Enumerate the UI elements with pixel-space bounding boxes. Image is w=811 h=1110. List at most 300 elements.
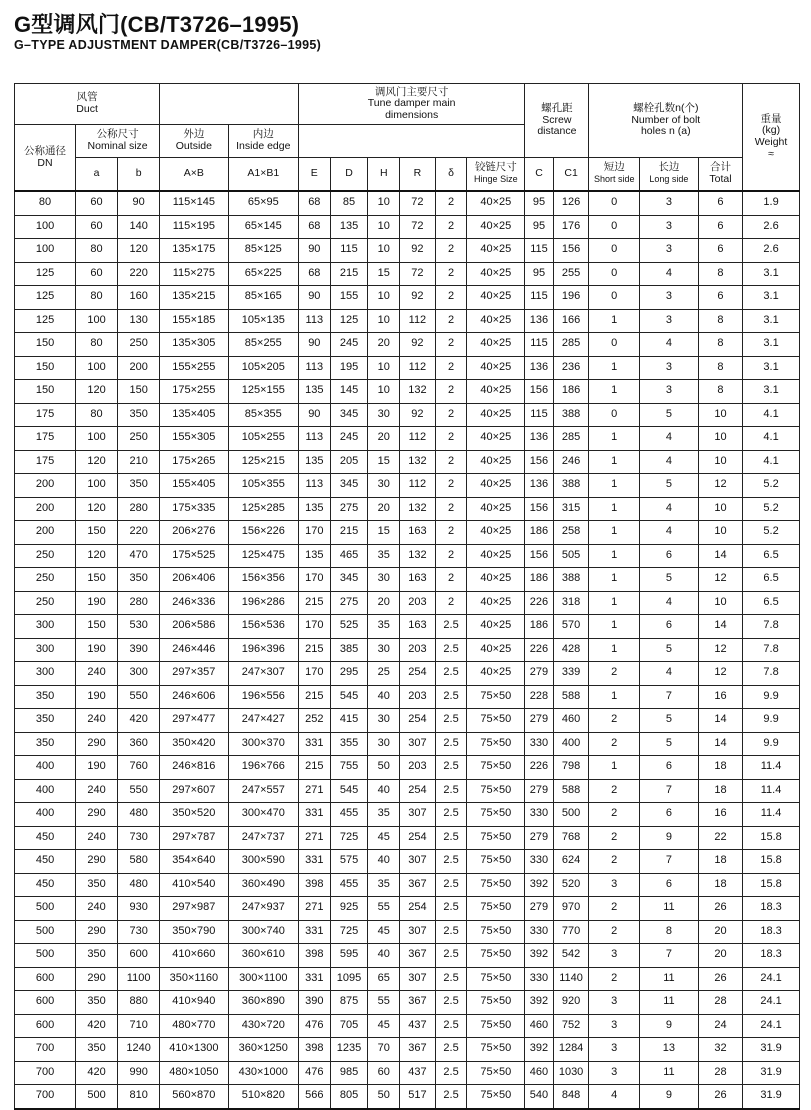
cell-b: 350 — [118, 403, 160, 427]
cell-short: 0 — [589, 333, 640, 357]
cell-r: 254 — [400, 897, 436, 921]
cell-d: 1095 — [330, 967, 368, 991]
cell-c: 279 — [525, 897, 553, 921]
cell-outside: 297×357 — [160, 662, 228, 686]
cell-a: 80 — [76, 403, 118, 427]
cell-c1: 196 — [553, 286, 589, 310]
cell-a: 290 — [76, 920, 118, 944]
cell-weight: 3.1 — [743, 333, 800, 357]
cell-a: 60 — [76, 215, 118, 239]
cell-short: 0 — [589, 262, 640, 286]
cell-dn: 175 — [15, 427, 76, 451]
cell-dn: 200 — [15, 497, 76, 521]
cell-h: 70 — [368, 1038, 400, 1062]
cell-hinge: 75×50 — [467, 850, 525, 874]
cell-long: 3 — [639, 309, 698, 333]
cell-c1: 400 — [553, 732, 589, 756]
cell-short: 2 — [589, 779, 640, 803]
cell-long: 8 — [639, 920, 698, 944]
cell-d: 725 — [330, 826, 368, 850]
cell-long: 11 — [639, 967, 698, 991]
cell-long: 6 — [639, 615, 698, 639]
cell-long: 5 — [639, 568, 698, 592]
header-dn: 公称通径 DN — [15, 125, 76, 192]
cell-inside: 105×355 — [228, 474, 298, 498]
cell-hinge: 40×25 — [467, 356, 525, 380]
cell-c: 330 — [525, 803, 553, 827]
cell-hinge: 40×25 — [467, 286, 525, 310]
cell-c1: 500 — [553, 803, 589, 827]
cell-delta: 2 — [435, 568, 467, 592]
cell-e: 113 — [299, 474, 331, 498]
cell-r: 92 — [400, 403, 436, 427]
cell-d: 525 — [330, 615, 368, 639]
cell-delta: 2.5 — [435, 756, 467, 780]
cell-weight: 5.2 — [743, 474, 800, 498]
cell-d: 115 — [330, 239, 368, 263]
cell-hinge: 75×50 — [467, 803, 525, 827]
cell-c1: 542 — [553, 944, 589, 968]
cell-hinge: 40×25 — [467, 262, 525, 286]
cell-r: 254 — [400, 826, 436, 850]
cell-h: 10 — [368, 309, 400, 333]
cell-inside: 65×95 — [228, 191, 298, 215]
cell-a: 350 — [76, 991, 118, 1015]
cell-inside: 430×1000 — [228, 1061, 298, 1085]
cell-dn: 100 — [15, 239, 76, 263]
cell-outside: 135×215 — [160, 286, 228, 310]
cell-r: 132 — [400, 450, 436, 474]
cell-delta: 2.5 — [435, 615, 467, 639]
cell-outside: 155×305 — [160, 427, 228, 451]
cell-long: 7 — [639, 779, 698, 803]
cell-d: 355 — [330, 732, 368, 756]
cell-long: 3 — [639, 191, 698, 215]
cell-dn: 500 — [15, 944, 76, 968]
cell-e: 566 — [299, 1085, 331, 1109]
cell-inside: 430×720 — [228, 1014, 298, 1038]
cell-weight: 11.4 — [743, 779, 800, 803]
cell-b: 120 — [118, 239, 160, 263]
cell-a: 240 — [76, 662, 118, 686]
cell-weight: 6.5 — [743, 591, 800, 615]
cell-long: 7 — [639, 685, 698, 709]
cell-weight: 4.1 — [743, 450, 800, 474]
cell-c1: 246 — [553, 450, 589, 474]
cell-c: 115 — [525, 286, 553, 310]
cell-a: 100 — [76, 427, 118, 451]
cell-total: 14 — [698, 709, 742, 733]
cell-outside: 155×185 — [160, 309, 228, 333]
cell-long: 9 — [639, 1014, 698, 1038]
cell-delta: 2.5 — [435, 732, 467, 756]
cell-c: 95 — [525, 215, 553, 239]
header-inside: 内边 Inside edge — [228, 125, 298, 158]
cell-dn: 400 — [15, 803, 76, 827]
cell-inside: 85×165 — [228, 286, 298, 310]
cell-delta: 2 — [435, 191, 467, 215]
cell-dn: 100 — [15, 215, 76, 239]
header-nominal-size: 公称尺寸 Nominal size — [76, 125, 160, 158]
cell-a: 190 — [76, 756, 118, 780]
cell-total: 16 — [698, 685, 742, 709]
cell-inside: 125×285 — [228, 497, 298, 521]
cell-total: 6 — [698, 286, 742, 310]
cell-b: 1100 — [118, 967, 160, 991]
cell-dn: 600 — [15, 1014, 76, 1038]
cell-b: 160 — [118, 286, 160, 310]
cell-b: 810 — [118, 1085, 160, 1109]
cell-c: 186 — [525, 615, 553, 639]
cell-dn: 175 — [15, 403, 76, 427]
cell-weight: 31.9 — [743, 1038, 800, 1062]
cell-dn: 700 — [15, 1038, 76, 1062]
cell-a: 420 — [76, 1014, 118, 1038]
cell-b: 730 — [118, 920, 160, 944]
cell-outside: 350×1160 — [160, 967, 228, 991]
cell-total: 24 — [698, 1014, 742, 1038]
cell-dn: 150 — [15, 333, 76, 357]
cell-r: 92 — [400, 239, 436, 263]
cell-r: 203 — [400, 756, 436, 780]
cell-b: 550 — [118, 779, 160, 803]
cell-weight: 18.3 — [743, 897, 800, 921]
cell-short: 3 — [589, 1038, 640, 1062]
cell-e: 390 — [299, 991, 331, 1015]
cell-weight: 4.1 — [743, 403, 800, 427]
cell-outside: 354×640 — [160, 850, 228, 874]
cell-total: 10 — [698, 427, 742, 451]
cell-b: 140 — [118, 215, 160, 239]
cell-inside: 85×255 — [228, 333, 298, 357]
cell-e: 215 — [299, 685, 331, 709]
cell-e: 215 — [299, 756, 331, 780]
cell-weight: 31.9 — [743, 1061, 800, 1085]
cell-hinge: 40×25 — [467, 591, 525, 615]
cell-inside: 360×610 — [228, 944, 298, 968]
cell-d: 805 — [330, 1085, 368, 1109]
cell-long: 5 — [639, 732, 698, 756]
cell-h: 30 — [368, 732, 400, 756]
cell-b: 550 — [118, 685, 160, 709]
cell-hinge: 40×25 — [467, 638, 525, 662]
cell-dn: 250 — [15, 568, 76, 592]
cell-weight: 9.9 — [743, 709, 800, 733]
cell-short: 3 — [589, 1061, 640, 1085]
cell-short: 1 — [589, 427, 640, 451]
cell-hinge: 40×25 — [467, 497, 525, 521]
cell-dn: 250 — [15, 544, 76, 568]
table-row — [15, 333, 800, 357]
cell-long: 11 — [639, 1061, 698, 1085]
cell-total: 10 — [698, 591, 742, 615]
cell-weight: 31.9 — [743, 1085, 800, 1109]
cell-c: 279 — [525, 779, 553, 803]
cell-a: 240 — [76, 709, 118, 733]
cell-r: 254 — [400, 662, 436, 686]
header-b: b — [118, 158, 160, 192]
cell-outside: 246×816 — [160, 756, 228, 780]
cell-b: 350 — [118, 568, 160, 592]
cell-short: 2 — [589, 732, 640, 756]
table-row — [15, 309, 800, 333]
cell-e: 170 — [299, 568, 331, 592]
table-row — [15, 850, 800, 874]
cell-short: 1 — [589, 380, 640, 404]
cell-short: 2 — [589, 826, 640, 850]
cell-total: 26 — [698, 1085, 742, 1109]
cell-short: 1 — [589, 591, 640, 615]
cell-c: 156 — [525, 497, 553, 521]
cell-inside: 247×557 — [228, 779, 298, 803]
cell-e: 135 — [299, 497, 331, 521]
cell-short: 1 — [589, 450, 640, 474]
cell-weight: 3.1 — [743, 286, 800, 310]
cell-a: 350 — [76, 944, 118, 968]
cell-inside: 156×226 — [228, 521, 298, 545]
cell-d: 575 — [330, 850, 368, 874]
cell-delta: 2 — [435, 591, 467, 615]
cell-c1: 186 — [553, 380, 589, 404]
cell-c: 392 — [525, 1038, 553, 1062]
cell-c1: 388 — [553, 403, 589, 427]
cell-dn: 600 — [15, 991, 76, 1015]
table-row — [15, 427, 800, 451]
cell-delta: 2.5 — [435, 920, 467, 944]
cell-r: 517 — [400, 1085, 436, 1109]
cell-long: 3 — [639, 380, 698, 404]
cell-outside: 175×525 — [160, 544, 228, 568]
cell-long: 11 — [639, 897, 698, 921]
cell-d: 275 — [330, 591, 368, 615]
cell-a: 100 — [76, 474, 118, 498]
cell-a: 190 — [76, 685, 118, 709]
cell-a: 150 — [76, 615, 118, 639]
cell-weight: 24.1 — [743, 1014, 800, 1038]
cell-total: 8 — [698, 262, 742, 286]
cell-c: 115 — [525, 333, 553, 357]
cell-hinge: 75×50 — [467, 709, 525, 733]
cell-c1: 285 — [553, 427, 589, 451]
cell-b: 130 — [118, 309, 160, 333]
cell-e: 170 — [299, 662, 331, 686]
cell-r: 367 — [400, 944, 436, 968]
cell-r: 72 — [400, 215, 436, 239]
cell-h: 30 — [368, 568, 400, 592]
cell-inside: 247×427 — [228, 709, 298, 733]
cell-a: 100 — [76, 356, 118, 380]
cell-long: 11 — [639, 991, 698, 1015]
cell-d: 345 — [330, 403, 368, 427]
cell-hinge: 75×50 — [467, 732, 525, 756]
cell-outside: 206×276 — [160, 521, 228, 545]
cell-hinge: 40×25 — [467, 450, 525, 474]
cell-long: 3 — [639, 215, 698, 239]
cell-r: 112 — [400, 427, 436, 451]
cell-h: 55 — [368, 897, 400, 921]
cell-delta: 2.5 — [435, 779, 467, 803]
cell-a: 80 — [76, 286, 118, 310]
cell-e: 331 — [299, 920, 331, 944]
cell-c: 156 — [525, 544, 553, 568]
cell-dn: 150 — [15, 356, 76, 380]
cell-a: 420 — [76, 1061, 118, 1085]
cell-dn: 125 — [15, 262, 76, 286]
cell-c1: 848 — [553, 1085, 589, 1109]
cell-outside: 135×305 — [160, 333, 228, 357]
cell-r: 437 — [400, 1061, 436, 1085]
cell-delta: 2.5 — [435, 1014, 467, 1038]
table-row — [15, 615, 800, 639]
cell-r: 254 — [400, 709, 436, 733]
cell-weight: 15.8 — [743, 873, 800, 897]
cell-h: 10 — [368, 239, 400, 263]
cell-delta: 2 — [435, 239, 467, 263]
cell-hinge: 75×50 — [467, 920, 525, 944]
cell-outside: 350×420 — [160, 732, 228, 756]
cell-c1: 1030 — [553, 1061, 589, 1085]
cell-a: 240 — [76, 826, 118, 850]
cell-inside: 196×556 — [228, 685, 298, 709]
cell-c: 330 — [525, 732, 553, 756]
cell-r: 92 — [400, 333, 436, 357]
cell-short: 0 — [589, 191, 640, 215]
cell-dn: 450 — [15, 826, 76, 850]
cell-r: 203 — [400, 685, 436, 709]
cell-total: 18 — [698, 873, 742, 897]
header-A1xB1: A1×B1 — [228, 158, 298, 192]
cell-c1: 588 — [553, 685, 589, 709]
cell-e: 90 — [299, 239, 331, 263]
cell-c1: 315 — [553, 497, 589, 521]
cell-inside: 85×125 — [228, 239, 298, 263]
cell-total: 18 — [698, 850, 742, 874]
cell-outside: 246×606 — [160, 685, 228, 709]
cell-e: 476 — [299, 1014, 331, 1038]
cell-d: 705 — [330, 1014, 368, 1038]
cell-d: 155 — [330, 286, 368, 310]
cell-weight: 18.3 — [743, 944, 800, 968]
table-row — [15, 380, 800, 404]
table-row — [15, 944, 800, 968]
table-body — [15, 191, 800, 1109]
cell-delta: 2.5 — [435, 638, 467, 662]
cell-e: 476 — [299, 1061, 331, 1085]
cell-d: 345 — [330, 568, 368, 592]
cell-a: 150 — [76, 521, 118, 545]
cell-total: 8 — [698, 309, 742, 333]
cell-outside: 155×405 — [160, 474, 228, 498]
cell-c: 186 — [525, 568, 553, 592]
cell-total: 20 — [698, 920, 742, 944]
cell-c1: 339 — [553, 662, 589, 686]
damper-spec-table — [14, 83, 800, 1110]
cell-c: 330 — [525, 967, 553, 991]
cell-outside: 560×870 — [160, 1085, 228, 1109]
cell-total: 10 — [698, 521, 742, 545]
table-row — [15, 1014, 800, 1038]
cell-b: 530 — [118, 615, 160, 639]
cell-delta: 2.5 — [435, 967, 467, 991]
cell-weight: 9.9 — [743, 732, 800, 756]
cell-total: 14 — [698, 615, 742, 639]
cell-long: 3 — [639, 286, 698, 310]
cell-outside: 206×406 — [160, 568, 228, 592]
cell-c: 279 — [525, 662, 553, 686]
cell-a: 120 — [76, 497, 118, 521]
cell-inside: 360×490 — [228, 873, 298, 897]
cell-short: 0 — [589, 286, 640, 310]
table-row — [15, 591, 800, 615]
cell-weight: 7.8 — [743, 638, 800, 662]
cell-c: 115 — [525, 403, 553, 427]
cell-inside: 105×135 — [228, 309, 298, 333]
cell-weight: 18.3 — [743, 920, 800, 944]
cell-e: 398 — [299, 873, 331, 897]
cell-c1: 570 — [553, 615, 589, 639]
cell-a: 190 — [76, 591, 118, 615]
cell-d: 385 — [330, 638, 368, 662]
cell-hinge: 40×25 — [467, 239, 525, 263]
cell-c1: 970 — [553, 897, 589, 921]
cell-short: 3 — [589, 1014, 640, 1038]
cell-r: 367 — [400, 1038, 436, 1062]
cell-long: 4 — [639, 450, 698, 474]
cell-c: 228 — [525, 685, 553, 709]
cell-short: 1 — [589, 521, 640, 545]
cell-c1: 428 — [553, 638, 589, 662]
header-R: R — [400, 158, 436, 192]
cell-long: 4 — [639, 497, 698, 521]
table-row — [15, 756, 800, 780]
cell-h: 15 — [368, 262, 400, 286]
cell-outside: 246×446 — [160, 638, 228, 662]
cell-outside: 115×275 — [160, 262, 228, 286]
table-row — [15, 450, 800, 474]
cell-e: 271 — [299, 826, 331, 850]
table-row — [15, 1085, 800, 1109]
cell-a: 80 — [76, 239, 118, 263]
cell-long: 6 — [639, 803, 698, 827]
cell-outside: 175×335 — [160, 497, 228, 521]
cell-total: 10 — [698, 450, 742, 474]
cell-dn: 350 — [15, 709, 76, 733]
table-row — [15, 497, 800, 521]
cell-hinge: 75×50 — [467, 991, 525, 1015]
table-row — [15, 403, 800, 427]
cell-h: 10 — [368, 356, 400, 380]
cell-inside: 510×820 — [228, 1085, 298, 1109]
cell-inside: 300×740 — [228, 920, 298, 944]
header-main-dimensions: 调风门主要尺寸 Tune damper main dimensions — [299, 84, 525, 125]
cell-b: 470 — [118, 544, 160, 568]
cell-c1: 156 — [553, 239, 589, 263]
cell-dn: 125 — [15, 309, 76, 333]
cell-b: 360 — [118, 732, 160, 756]
cell-total: 14 — [698, 732, 742, 756]
cell-long: 6 — [639, 756, 698, 780]
cell-delta: 2.5 — [435, 991, 467, 1015]
cell-c: 392 — [525, 991, 553, 1015]
cell-total: 14 — [698, 544, 742, 568]
cell-long: 4 — [639, 333, 698, 357]
cell-c: 186 — [525, 521, 553, 545]
cell-h: 35 — [368, 803, 400, 827]
cell-total: 18 — [698, 779, 742, 803]
cell-long: 9 — [639, 826, 698, 850]
cell-dn: 400 — [15, 756, 76, 780]
cell-weight: 3.1 — [743, 356, 800, 380]
